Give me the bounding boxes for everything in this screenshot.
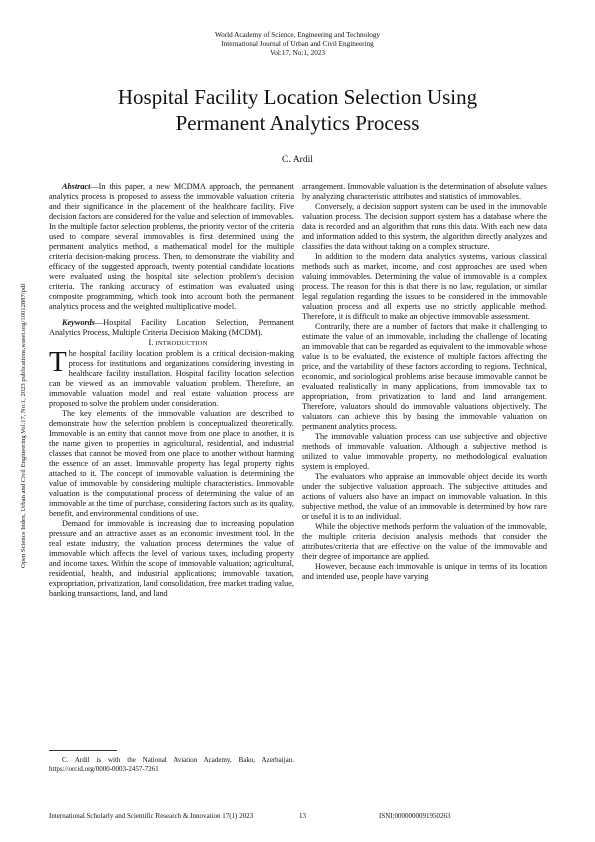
title-line-2: Permanent Analytics Process: [175, 111, 420, 135]
intro-paragraph-1: [49, 346, 294, 409]
right-paragraph-1: arrangement. Immovable valuation is the determination of absolute values by analyzing characteristic attributes and statistics of immovables.: [302, 182, 547, 201]
keywords-label: Keywords: [62, 318, 95, 327]
section-number: I.: [148, 338, 156, 347]
section-title: INTRODUCTION: [155, 340, 208, 347]
intro-paragraph-2: The key elements of the immovable valuation are described to demonstrate how the selection problem is conceptualized theoretically. Immovable is an entity that cannot move from one place to another, it is the name given to properties in agricultural, residential, and industrial classes that cannot be moved from one place to another without harming the essence of an asset. Immovable property has legal property rights attached to it. The concept of immovable valuation is determining the value of immovable by considering multiple characteristics. Immovable valuation is the computational process of determining the value of an immovable at the time of purchase, considering factors such as its quality, benefit, and environmental conditions of use.: [49, 409, 294, 518]
right-paragraph-7: While the objective methods perform the valuation of the immovable, the multiple criteria decision analysis methods that consider the attributes/criteria that are effective on the value of the immovable and their degree of importance are applied.: [302, 522, 547, 561]
side-note: Open Science Index, Urban and Civil Engineering Vol:17, No:1, 2023 publications.waset.org/10012887/pdf: [20, 283, 27, 568]
right-paragraph-2: Conversely, a decision support system can be used in the immovable valuation process. The decision support system has a database where the data is recorded and an algorithm that runs this data. With each new data and information added to this system, the algorithm directly analyzes and classifies the data without taking on a complex structure.: [302, 202, 547, 251]
header-line-3: Vol:17, No:1, 2023: [270, 49, 325, 57]
paper-title: [40, 84, 555, 136]
left-column: [49, 182, 294, 599]
abstract-text: —In this paper, a new MCDMA approach, the permanent analytics process is proposed to assess the immovable valuation criteria and their significance in the placement of the healthcare facility. Five decision factors are considered for the value and selection of immovables. In the multiple factor selection problems, the priority vector of the criteria used to compare several immovables is first determined using the permanent analytics method, a mathematical model for the multiple criteria decision-making process. Then, to demonstrate the viability and efficacy of the suggested approach, twenty potential candidate locations were evaluated using the hospital site selection problem's decision criteria. The ranking accuracy of estimation was evaluated using composite programming, which took into account both the permanent analytics process and the weighted multiplicative model.: [49, 182, 294, 311]
keywords: [49, 318, 294, 338]
abstract: [49, 182, 294, 312]
right-paragraph-5: The immovable valuation process can use subjective and objective methods of immovable valuation. Although a subjective method is utilized to value immovable property, no methodological evaluation system is employed.: [302, 432, 547, 471]
right-paragraph-4: Contrarily, there are a number of factors that make it challenging to estimate the value of an immovable, including the challenge of locating an immovable that can be regarded as equivalent to the immovable whose value is to be evaluated, the existence of multiple factors affecting the price, and the variability of these factors according to regions. Technical, economic, and sociological problems arise because immovable cannot be evaluated realistically in many applications, from immovable tax to appropriation, from privatization to land and land arrangement. Therefore, valuators should do immovable valuations objectively. The valuators can achieve this by basing the immovable valuation on permanent analytics process.: [302, 322, 547, 431]
author-name: C. Ardil: [282, 154, 313, 165]
right-paragraph-8: However, because each immovable is unique in terms of its location and intended use, people have varying: [302, 562, 547, 581]
footer-isni: ISNI:0000000091950263: [379, 812, 451, 820]
paragraph-text: he hospital facility location problem is a critical decision-making process for institutions and organizations considering investing in healthcare facility installation. Hospital facility location selection can be viewed as an immovable valuation problem. Therefore, an immovable valuation model and real estate valuation process are proposed to solve the problem under consideration.: [49, 349, 294, 408]
header-line-2: International Journal of Urban and Civil Engineering: [221, 40, 374, 48]
intro-paragraph-3: Demand for immovable is increasing due to increasing population pressure and an attractive asset as an economic investment tool. In the real estate industry, the valuation process determines the value of immovable which affects the level of various taxes, including property and income taxes. Within the scope of immovable valuation; agricultural, residential, health, and industrial applications; immovable taxation, expropriation, privatization, land consolidation, free market trading value, banking transactions, land, and land: [49, 519, 294, 598]
footer-publisher: International Scholarly and Scientific Research & Innovation 17(1) 2023: [49, 812, 254, 820]
page-number: 13: [299, 812, 306, 820]
right-column: [302, 182, 547, 582]
right-paragraph-3: In addition to the modern data analytics systems, various classical methods such as market, income, and cost approaches are used when valuing immovables. Determining the value of immovable is a complex process. The reason for this is that there is no law, regulation, or similar legal regulation regarding the issues to be considered in the immovable valuation process and all experts use no strictly applicable method. Therefore, it is difficult to make an objective immovable assessment.: [302, 252, 547, 321]
journal-header: [0, 31, 595, 58]
footnote-divider: [49, 750, 117, 751]
abstract-label: Abstract: [62, 182, 91, 191]
title-line-1: Hospital Facility Location Selection Using: [117, 85, 478, 109]
keywords-text: —Hospital Facility Location Selection, Permanent Analytics Process, Multiple Criteria Decision Making (MCDM).: [49, 318, 294, 337]
header-line-1: World Academy of Science, Engineering and Technology: [214, 31, 381, 39]
section-heading: [49, 338, 294, 349]
drop-cap: T: [49, 346, 67, 378]
author-footnote: C. Ardil is with the National Aviation Academy, Baku, Azerbaijan. https://orcid.org/0000-0003-2457-7261: [49, 756, 294, 773]
right-paragraph-6: The evaluators who appraise an immovable object decide its worth under the subjective valuation approach. The subjective attitudes and actions of valuers also have an impact on immovable valuation. In this subjective method, the value of an immovable is determined by how rare or useful it is to an individual.: [302, 472, 547, 521]
